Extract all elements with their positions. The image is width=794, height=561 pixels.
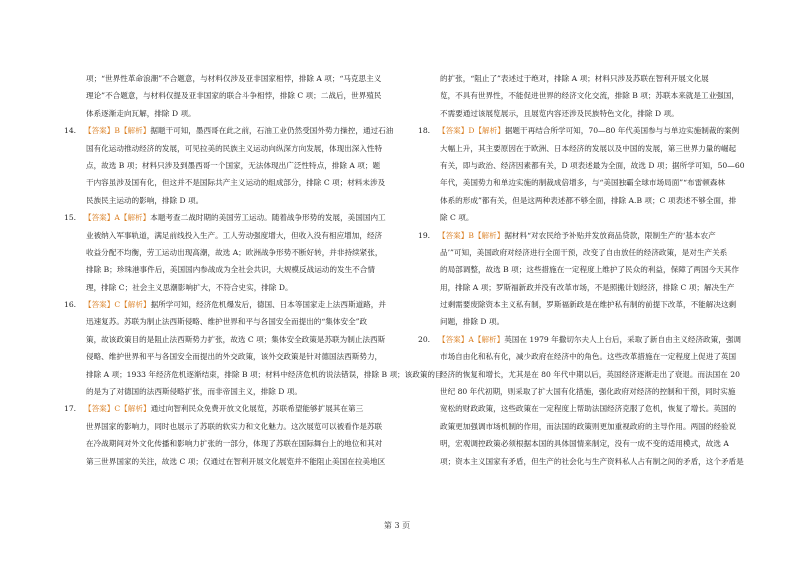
explanation-line: 收益分配不均衡，劳工运动出现高潮，故选 A；欧洲战争形势不断好转，并非持续紧张， <box>86 247 383 257</box>
explanation-line: 策，故该政策目的是阻止法西斯势力扩张，故选 C 项；集体安全政策是苏联为制止法西斯 <box>86 334 386 344</box>
question-line <box>62 296 384 313</box>
explanation-line: 世纪 80 年代初期，则采取了扩大国有化措施，强化政府对经济的控制和干预，同时实施 <box>440 387 736 397</box>
answer-tag: 【答案】B【解析】 <box>84 126 151 136</box>
question-number: 15. <box>64 213 77 223</box>
explanation-line: 世界国家的影响力，同时也展示了苏联的软实力和文化魅力。这次展览可以被看作是苏联 <box>86 421 383 431</box>
question-number: 19. <box>418 230 431 240</box>
question-line <box>62 122 394 139</box>
question-number: 20. <box>418 334 431 344</box>
explanation-line: 项；“世界性革命浪潮”不合题意，与材料仅涉及亚非国家相悖，排除 A 项；“马克思主义 <box>86 74 382 83</box>
explanation-text: 据题干再结合所学可知，70—80 年代美国参与与单边实施制裁的案例 <box>504 126 740 136</box>
explanation-text: 通过向智利民众免费开放文化展览，苏联希望能够扩展其在第三 <box>150 404 364 414</box>
explanation-line: 不需要通过该展览展示，且展览内容还涉及民族特色文化，排除 D 项。 <box>440 108 679 118</box>
explanation-line: 民族民主运动的影响，排除 D 项。 <box>86 195 204 205</box>
explanation-line: 的是为了对德国的法西斯侵略扩张，而非帝国主义，排除 D 项。 <box>86 387 302 397</box>
explanation-text: 据材料“对农民给予补贴并发放商品贷款，限制生产的‘基本农产 <box>504 230 716 240</box>
explanation-text: 据所学可知，经济危机爆发后，德国、日本等国家走上法西斯道路，并 <box>150 300 386 310</box>
explanation-line: 的扩张，“阻止了”表述过于绝对，排除 A 项；材料只涉及苏联在智利开展文化展 <box>440 74 709 83</box>
explanation-line: 经济的恢复和增长，尤其是在 80 年代中期以后，英国经济逐渐走出了衰退。而法国在 20 <box>440 369 740 379</box>
explanation-line: 览，不具有世界性，不能促进世界的经济文化交流，排除 B 项；苏联本来就是工业强国， <box>440 91 739 101</box>
question-number: 16. <box>64 300 77 310</box>
explanation-line: 宽松的财政政策，这些政策在一定程度上帮助法国经济克服了危机，恢复了增长。英国的 <box>440 404 737 414</box>
explanation-line: 有关，即与政治、经济因素都有关，D 项表述最为全面，故选 D 项；据所学可知，50—60 <box>440 160 745 170</box>
explanation-line: 第三世界国家的关注，故选 C 项；仅通过在智利开展文化展览并不能阻止美国在拉美地区 <box>86 456 386 466</box>
question-number: 18. <box>418 126 431 136</box>
explanation-line: 理论”不合题意，与材料仅提及亚非国家的联合斗争相悖，排除 C 项；二战后，世界殖民 <box>86 91 382 101</box>
explanation-line: 问题，排除 D 项。 <box>440 317 505 327</box>
question-line <box>62 209 384 226</box>
explanation-line: 排除 A 项；1933 年经济危机逐渐结束，排除 B 项；材料中经济危机的说法错误，排除 B 项；该政策的目 <box>86 369 443 379</box>
explanation-text: 据题干可知，墨西哥在此之前，石油工业仍然受国外势力操控，通过石油 <box>150 126 394 136</box>
explanation-line: 在冷战期间对外文化传播和影响力扩张的一部分，体现了苏联在国际舞台上的地位和其对 <box>86 439 383 449</box>
explanation-line: 体系的形成”都有关，但是这两种表述都不够全面，排除 A.B 项；C 项表述不够全面，排 <box>440 195 737 205</box>
explanation-line: 用，排除 A 项；罗斯福新政并没有改革市场，不是照搬计划经济，排除 C 项；解决生产 <box>440 282 735 292</box>
right-column <box>416 70 745 470</box>
explanation-line: 理，排除 C；社会主义思潮影响扩大，不符合史实，排除 D。 <box>86 282 293 292</box>
question-line <box>416 227 742 244</box>
explanation-line: 排除 B；珍珠港事件后，美国国内参战成为全社会共识，大规模反战运动的发生不合情 <box>86 265 375 275</box>
explanation-line: 体系逐渐走向瓦解，排除 D 项。 <box>86 108 196 118</box>
explanation-line: 大幅上升，其主要原因在于欧洲、日本经济的发展以及中国的发展，第三世界力量的崛起 <box>440 143 737 153</box>
explanation-line: 项；资本主义国家有矛盾，但生产的社会化与生产资料私人占有制之间的矛盾，这个矛盾是 <box>440 456 744 466</box>
explanation-line: 除 C 项。 <box>440 213 474 223</box>
explanation-line: 国有化运动推动经济的发展，可见拉美的民族主义运动向纵深方向发展，体现出深入性特 <box>86 143 383 153</box>
explanation-line: 过剩需要废除资本主义私有制，罗斯福新政是在维护私有制的前提下改革，不能解决这剩 <box>440 300 737 310</box>
explanation-line: 点，故选 B 项；材料只涉及到墨西哥一个国家，无法体现出广泛性特点，排除 A 项；题 <box>86 160 381 170</box>
question-line <box>416 122 742 139</box>
explanation-text: 英国在 1979 年撒切尔夫人上台后，采取了新自由主义经济政策，强调 <box>504 334 742 344</box>
explanation-line: 品’”可知，美国政府对经济进行全面干预，改变了自由放任的经济政策，是对生产关系 <box>440 247 728 257</box>
question-line <box>416 331 742 348</box>
explanation-line: 明，宏观调控政策必须根据本国的具体国情来制定，没有一成不变的适用模式，故选 A <box>440 439 729 449</box>
explanation-line: 干内容虽涉及国有化，但这并不是国际共产主义运动的组成部分，排除 C 项；材料未涉及 <box>86 178 386 188</box>
explanation-line: 业被纳入军事轨道，满足前线投入生产。工人劳动强度增大，但收入没有相应增加，经济 <box>86 230 383 240</box>
explanation-text: 本题考查二战时期的美国劳工运动。随着战争形势的发展，美国国内工 <box>150 213 386 223</box>
explanation-line: 侵略、维护世界和平与各国安全而提出的外交政策，该外交政策是针对德国法西斯势力， <box>86 352 383 362</box>
question-line <box>62 400 384 417</box>
answer-tag: 【答案】C【解析】 <box>84 404 151 414</box>
question-number: 17. <box>64 404 77 414</box>
explanation-line: 的局部调整，故选 B 项；这些措施在一定程度上维护了民众的利益，保障了两国今天其作 <box>440 265 739 275</box>
explanation-line: 政策更加强调市场机制的作用，而法国的政策则更加重视政府的主导作用。两国的经验说 <box>440 421 737 431</box>
answer-tag: 【答案】C【解析】 <box>84 300 151 310</box>
explanation-line: 年代，美国势力和单边实施的制裁成倍增多，与“美国独霸全球市场局面”“布雷顿森林 <box>440 178 726 188</box>
question-number: 14. <box>64 126 77 136</box>
answer-tag: 【答案】A【解析】 <box>84 213 151 223</box>
explanation-line: 市场自由化和私有化，减少政府在经济中的角色。这些改革措施在一定程度上促进了英国 <box>440 352 737 362</box>
answer-tag: 【答案】B【解析】 <box>438 230 505 240</box>
page-number: 第 3 页 <box>383 521 411 530</box>
explanation-line: 迅速复苏。苏联为制止法西斯侵略、维护世界和平与各国安全而提出的“集体安全”政 <box>86 317 368 327</box>
answer-tag: 【答案】D【解析】 <box>438 126 505 136</box>
answer-tag: 【答案】A【解析】 <box>438 334 505 344</box>
